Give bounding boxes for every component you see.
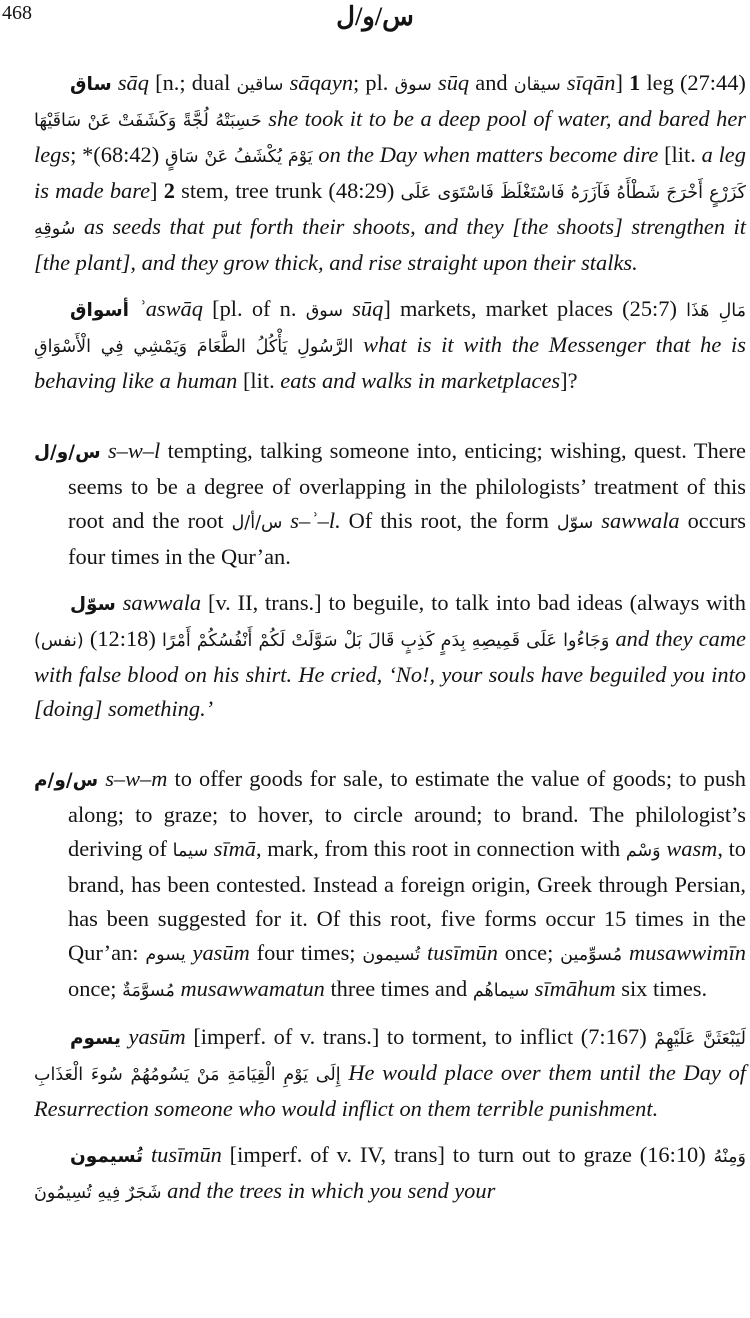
grammar-text: ; pl. (353, 70, 389, 95)
entry-sawwala (34, 586, 746, 726)
headword-translit: ʾaswāq (138, 296, 203, 321)
sima-translit: sīmā (213, 836, 256, 861)
definition-text: ]? (560, 368, 578, 393)
wasm-arabic: وَسْم (625, 841, 661, 861)
spacer (34, 574, 746, 586)
definition-text: ] (150, 178, 158, 203)
form-translit: sawwala (601, 508, 680, 533)
headword-arabic: يسوم (70, 1028, 121, 1049)
usage-arabic: (نفس) (34, 631, 84, 651)
entry-saq (34, 66, 746, 280)
root-description: , mark, from this root in connection with (256, 836, 621, 861)
entry-yasum (34, 1020, 746, 1126)
grammar-text: [n.; dual (155, 70, 231, 95)
plural-translit: sūq (438, 70, 470, 95)
definition-text: (12:18) (89, 626, 156, 651)
headword-arabic: ساق (70, 74, 112, 95)
dual-translit: sāqayn (289, 70, 354, 95)
definition-text: ; *(68:42) (70, 142, 160, 167)
quran-quote-arabic: وَجَاءُوا عَلَى قَمِيصِهِ بِدَمٍ كَذِبٍ قَالَ بَلْ سَوَّلَتْ لَكُمْ أَنْفُسُكُمْ أَمْرًا (162, 631, 610, 651)
form-count: six times. (621, 976, 708, 1001)
form-arabic: مُسوِّمين (560, 945, 623, 965)
root-entry-swl (34, 434, 746, 574)
form-count: four times; (256, 940, 356, 965)
definition-text: stem, tree trunk (48:29) (181, 178, 395, 203)
form-translit: tusīmūn (427, 940, 498, 965)
headword-translit: tusīmūn (150, 1142, 222, 1167)
definition-text: [lit. (242, 368, 275, 393)
form-count: once; (504, 940, 554, 965)
root-entry-swm (34, 762, 746, 1008)
definition-text: leg (27:44) (646, 70, 746, 95)
quran-quote-arabic: لَيَبْعَثَنَّ عَلَيْهِمْ إِلَى يَوْمِ الْقِيَامَةِ مَنْ يَسُومُهُمْ سُوءَ الْعَذَابِ (34, 1029, 746, 1085)
quran-quote-arabic: مَالِ هَذَا الرَّسُولِ يَأْكُلُ الطَّعَامَ وَيَمْشِي فِي الْأَسْوَاقِ (34, 301, 746, 357)
sense-number: 2 (163, 178, 175, 203)
grammar-text: ] (615, 70, 623, 95)
form-translit: musawwimīn (629, 940, 746, 965)
headword-translit: yasūm (128, 1024, 186, 1049)
plural-translit: sīqān (566, 70, 616, 95)
literal-translation: a leg is made bare (34, 142, 746, 203)
quran-quote-translation: what is it with the Messenger that he is behaving like a human (34, 332, 746, 393)
quran-quote-arabic: كَزَرْعٍ أَخْرَجَ شَطْأَهُ فَآزَرَهُ فَاسْتَغْلَظَ فَاسْتَوَى عَلَى سُوقِهِ (34, 183, 746, 239)
wasm-translit: wasm (666, 836, 718, 861)
definition-text: [imperf. of v. trans.] to torment, to inflict (7:167) (193, 1024, 647, 1049)
spacer (34, 1126, 746, 1138)
form-translit: yasūm (192, 940, 250, 965)
alt-root-translit: s–ʾ–l. (290, 508, 341, 533)
headword-translit: sawwala (122, 590, 202, 615)
spacer (34, 398, 746, 434)
quran-quote-translation: He would place over them until the Day of Resurrection someone who would inflict on them terrible punishment. (34, 1060, 746, 1121)
entry-tusimun (34, 1138, 746, 1210)
running-head: س/و/ل (336, 2, 414, 31)
root-description: tempting, talking someone into, enticing; wishing, quest. There seems to be a degree of overlapping in the philologists’ treatment of this root and the root (68, 438, 746, 533)
form-arabic: سيماهُم (472, 981, 530, 1001)
plural-arabic: سوق (305, 301, 343, 321)
form-translit: musawwamatun (180, 976, 325, 1001)
form-arabic: يسوم (145, 945, 186, 965)
root-description: to offer goods for sale, to estimate the value of goods; to push along; to graze; to hover, to circle around; to brand. The philologist’s deriving of (68, 766, 746, 861)
form-arabic: تُسيمون (362, 945, 421, 965)
quran-quote-translation: and the trees in which you send your (167, 1178, 496, 1203)
quran-quote-arabic: وَمِنْهُ شَجَرٌ فِيهِ تُسِيمُونَ (34, 1147, 746, 1203)
root-translit: s–w–m (105, 766, 168, 791)
sima-arabic: سيما (172, 841, 209, 861)
headword-arabic: تُسيمون (70, 1146, 144, 1167)
plural-arabic: سيقان (513, 75, 561, 95)
quran-quote-translation: on the Day when matters become dire (318, 142, 659, 167)
form-count: once; (68, 976, 117, 1001)
page-header (0, 0, 750, 44)
spacer (34, 280, 746, 292)
quran-quote-arabic: يَوْمَ يُكْشَفُ عَنْ سَاقٍ (165, 147, 313, 167)
sense-number: 1 (629, 70, 641, 95)
form-count: three times and (330, 976, 468, 1001)
definition-text: ] markets, market places (25:7) (383, 296, 677, 321)
page-body (34, 66, 746, 1210)
root-description: occurs four times in the Qur’an. (68, 508, 747, 569)
quran-quote-translation: and they came with false blood on his shirt. He cried, ‘No!, your souls have beguiled you into [doing] something.’ (34, 626, 746, 721)
entry-aswaq (34, 292, 746, 398)
quran-quote-arabic: حَسِبَتْهُ لُجَّةً وَكَشَفَتْ عَنْ سَاقَيْهَا (34, 111, 262, 131)
spacer (34, 1008, 746, 1020)
grammar-text: [pl. of n. (212, 296, 297, 321)
root-description: Of this root, the form (348, 508, 549, 533)
quran-quote-translation: as seeds that put forth their shoots, and they [the shoots] strengthen it [the plant], and they grow thick, and rise straight upon their stalks. (34, 214, 746, 275)
literal-translation: eats and walks in marketplaces (280, 368, 561, 393)
dual-arabic: ساقين (236, 75, 284, 95)
definition-text: [v. II, trans.] to beguile, to talk into bad ideas (always with (207, 590, 746, 615)
definition-text: [lit. (664, 142, 696, 167)
plural-arabic: سوق (394, 75, 432, 95)
definition-text: [imperf. of v. IV, trans] to turn out to graze (16:10) (229, 1142, 706, 1167)
form-arabic: سوّل (556, 513, 594, 533)
root-translit: s–w–l (107, 438, 161, 463)
headword-arabic: سوّل (70, 594, 116, 615)
grammar-text: and (475, 70, 508, 95)
headword-arabic: أسواق (70, 300, 130, 321)
root-arabic: س/و/م (34, 770, 99, 791)
quran-quote-translation: she took it to be a deep pool of water, and bared her legs (34, 106, 746, 167)
root-arabic: س/و/ل (34, 442, 101, 463)
spacer (34, 726, 746, 762)
form-translit: sīmāhum (534, 976, 616, 1001)
plural-translit: sūq (352, 296, 384, 321)
page-number: 468 (2, 2, 32, 24)
root-description: , to brand, has been contested. Instead a foreign origin, Greek through Persian, has been suggested for it. Of this root, five forms occur 15 times in the Qur’an: (68, 836, 746, 965)
headword-translit: sāq (117, 70, 149, 95)
alt-root-arabic: س/أ/ل (231, 513, 283, 533)
form-arabic: مُسوَّمَةٌ (122, 981, 175, 1001)
